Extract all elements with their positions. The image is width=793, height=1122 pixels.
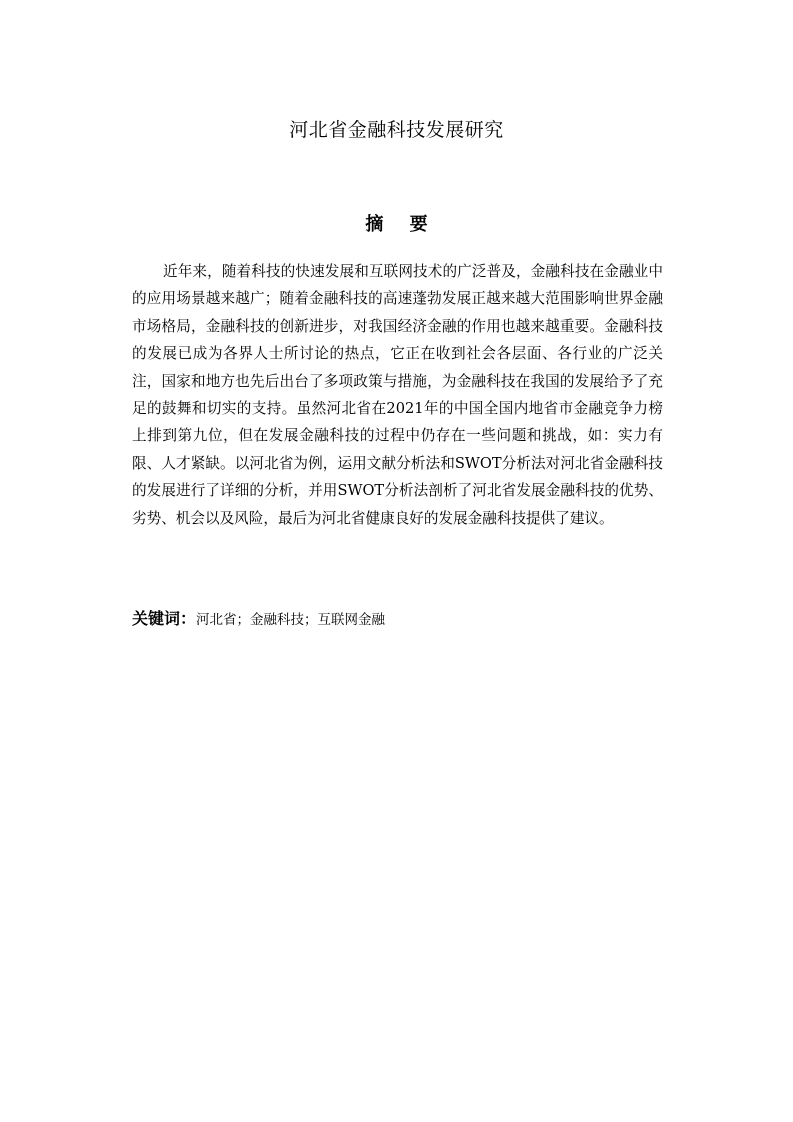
abstract-heading: 摘 要 (365, 214, 438, 235)
document-title: 河北省金融科技发展研究 (289, 119, 504, 141)
abstract-paragraph: 近年来，随着科技的快速发展和互联网技术的广泛普及，金融科技在金融业中的应用场景越来越广；随着金融科技的高速蓬勃发展正越来越大范围影响世界金融市场格局，金融科技的创新进步，对我国经济金融的作用也越来越重要。金融科技的发展已成为各界人士所讨论的热点，它正在收到社会各层面、各行业的广泛关注，国家和地方也先后出台了多项政策与措施，为金融科技在我国的发展给予了充足的鼓舞和切实的支持。虽然河北省在2021年的中国全国内地省市金融竞争力榜上排到第九位，但在发展金融科技的过程中仍存在一些问题和挑战，如：实力有限、人才紧缺。以河北省为例，运用文献分析法和SWOT分析法对河北省金融科技的发展进行了详细的分析，并用SWOT分析法剖析了河北省发展金融科技的优势、劣势、机会以及风险，最后为河北省健康良好的发展金融科技提供了建议。 (132, 263, 663, 527)
keywords-label: 关键词： (132, 609, 197, 628)
keywords-line (132, 606, 663, 633)
keywords-value: 河北省；金融科技；互联网金融 (196, 612, 386, 628)
